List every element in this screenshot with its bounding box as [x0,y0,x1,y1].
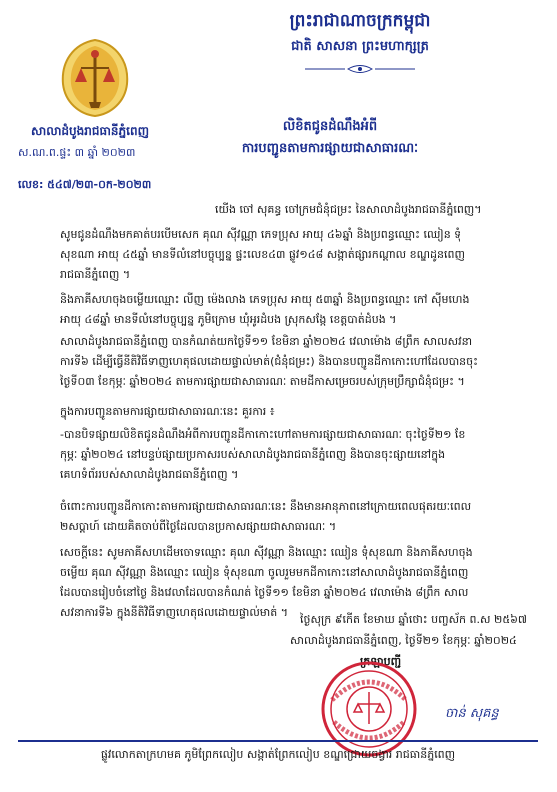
paragraph-plaintiffs: សូមជូនដំណឹងមកគាត់បរបើមសេក គុណ ស៊ីវណ្ណា ភេទប្រុស អាយុ ៤៦ឆ្នាំ និងប្រពន្ធឈ្មោះ ឈៀន ទុំសុខណា អាយុ ៤៥ឆ្នាំ មានទីលំនៅបច្ចុប្បន្ន ផ្ទះលេខ៤៣ ផ្លូវ១៤៨ សង្កាត់ផ្សារកណ្ដាល ខណ្ឌដូនពេញ រាជធានីភ្នំពេញ ។ [60,228,465,281]
ornament-divider [300,62,420,76]
official-seal-stamp [320,660,418,758]
gregorian-date: សាលាដំបូងរាជធានីភ្នំពេញ, ថ្ងៃទី២១ ខែកុម្ភៈ ឆ្នាំ២០២៤ [290,634,517,647]
registry-line: ស.ណ.ព.ផ្ទះ ៣ ឆ្នាំ ២០២៣ [18,146,136,159]
court-name: សាលាដំបូងរាជធានីភ្នំពេញ [30,124,150,138]
lunar-date: ថ្ងៃសុក្រ ៩កើត ខែមាឃ ឆ្នាំថោះ បញ្ចស័ក ព.ស ២៥៦៧ [300,613,527,626]
judge-line: យើង ចៅ សុគន្ធ ចៅក្រមជំនុំជម្រះ នៃសាលាដំបូងរាជធានីភ្នំពេញ។ [215,203,482,216]
clerk-signature-name: ចាន់ សុគន្ធ [445,706,499,721]
paragraph-defendants: និងភាគីសហចុងចម្លើយឈ្មោះ លីញ ម៉េងលាង ភេទប្រុស អាយុ ៥៣ឆ្នាំ និងប្រពន្ធឈ្មោះ កៅ ស៊ីមហេង អាយុ ៤៨ឆ្នាំ មានទីលំនៅបច្ចុប្បន្ន ភូមិក្រោម ឃុំអូរដំបង ស្រុកសង្កែ ខេត្តបាត់ដំបង ។ [60,293,470,326]
national-motto: ជាតិ សាសនា ព្រះមហាក្សត្រ [291,39,429,54]
court-logo-icon [55,36,135,118]
paragraph-publication: -បានបិទផ្សាយលិខិតជូនដំណឹងអំពីការបញ្ជូនដីកាកោះហៅតាមការផ្សាយជាសាធារណៈ ចុះថ្ងៃទី២១ ខែកុម្ភៈ ឆ្នាំ២០២៤ នៅបន្ទប់ផ្សាយប្រកាសរបស់សាលាដំបូងរាជធានីភ្នំពេញ និងបានចុះផ្សាយនៅក្នុងគេហទំព័ររបស់សាលាដំបូងរាជធានីភ្នំពេញ ។ [60,428,466,481]
paragraph-notice-intro: ក្នុងការបញ្ជូនតាមការផ្សាយជាសាធារណៈនេះ គួរការ ៖ [60,405,275,418]
paragraph-summons: សេចក្ដីនេះ សូមភាគីសហដើមចោទឈ្មោះ គុណ ស៊ីវណ្ណា និងឈ្មោះ ឈៀន ទុំសុខណា និងភាគីសហចុងចម្លើយ គុណ ស៊ីវណ្ណា និងឈ្មោះ ឈៀន ទុំសុខណា ចូលរួមមកដីកាកោះនៅសាលាដំបូងរាជធានីភ្នំពេញ ដែលបានរៀបចំនៅថ្ងៃ និងវេលាដែលបានកំណត់ ថ្ងៃទី១១ ខែមិនា ឆ្នាំ២០២៤ វេលាម៉ោង ៨ព្រឹក សាលសវនាការទី៦ ក្នុងនីតិវិធីទាញហេតុផលដោយផ្ទាល់មាត់ ។ [60,546,473,619]
paragraph-effect: ចំពោះការបញ្ជូនដីកាកោះតាមការផ្សាយជាសាធារណៈនេះ នឹងមានអានុភាពនៅក្រោយពេលផុតរយៈពេល ២សប្ដាហ៍ ដោយគិតចាប់ពីថ្ងៃដែលបានប្រកាសផ្សាយជាសាធារណៈ ។ [60,500,472,533]
reference-number: លេខ: ៥៤៧/២៣-០ក-២០២៣ [18,178,152,191]
clerk-title: ក្រឡាបញ្ជី [360,655,402,668]
document-subtitle: ការបញ្ជូនតាមការផ្សាយជាសាធារណៈ [241,141,419,156]
footer-divider [18,740,538,742]
paragraph-hearing: សាលាដំបូងរាជធានីភ្នំពេញ បានកំណត់យកថ្ងៃទី១១ ខែមិនា ឆ្នាំ២០២៤ វេលាម៉ោង ៨ព្រឹក សាលសវនាការទី៦ ដើម្បីធ្វើនីតិវិធីទាញហេតុផលដោយផ្ទាល់មាត់(ជំនុំជម្រះ) និងបានបញ្ជូនដីកាកោះហៅដែលបានចុះថ្ងៃទី០៣ ខែកុម្ភៈ ឆ្នាំ២០២៤ តាមការផ្សាយជាសាធារណៈ តាមដីកាសម្រេចរបស់ក្រុមប្រឹក្សាជំនុំជម្រះ ។ [60,335,478,388]
kingdom-title: ព្រះរាជាណាចក្រកម្ពុជា [289,11,431,31]
document-title: លិខិតជូនដំណឹងអំពី [282,119,378,134]
footer-address: ផ្លូវលោកតាក្រហមគ ភូមិព្រែកលៀប សង្កាត់ព្រែកលៀប ខណ្ឌជ្រោយចង្វារ រាជធានីភ្នំពេញ [100,748,456,761]
